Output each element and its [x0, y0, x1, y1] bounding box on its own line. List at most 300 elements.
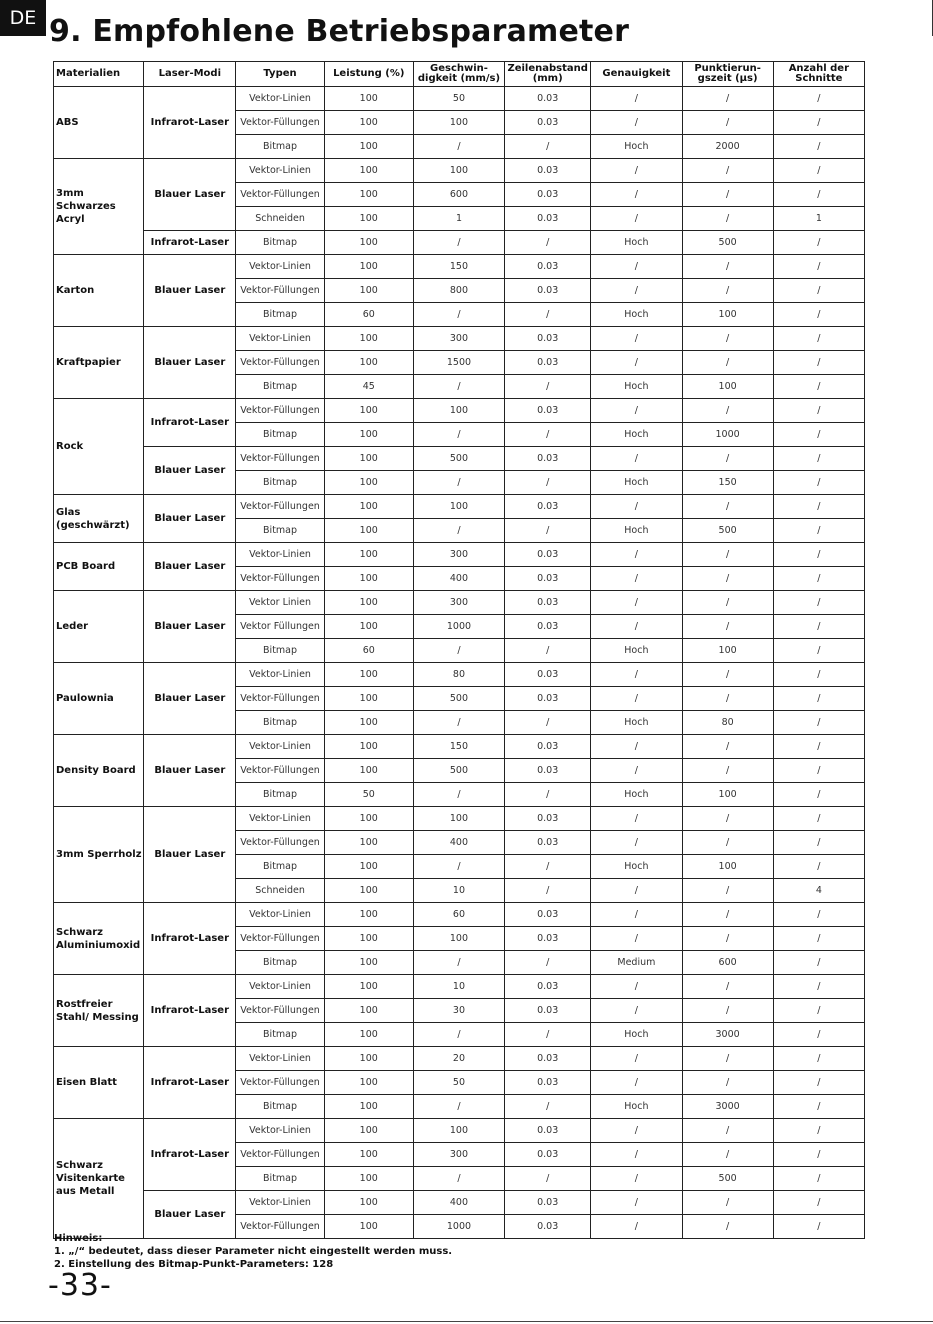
accuracy-cell: Hoch — [591, 783, 682, 807]
type-cell: Vektor-Linien — [236, 903, 324, 927]
passes-cell: / — [773, 447, 864, 471]
power-cell: 100 — [324, 423, 413, 447]
speed-cell: 100 — [413, 807, 504, 831]
accuracy-cell: / — [591, 831, 682, 855]
accuracy-cell: / — [591, 543, 682, 567]
type-cell: Vektor Linien — [236, 591, 324, 615]
speed-cell: 100 — [413, 1119, 504, 1143]
power-cell: 100 — [324, 855, 413, 879]
speed-cell: / — [413, 519, 504, 543]
power-cell: 100 — [324, 591, 413, 615]
speed-cell: 100 — [413, 159, 504, 183]
speed-cell: / — [413, 855, 504, 879]
accuracy-cell: / — [591, 879, 682, 903]
passes-cell: / — [773, 639, 864, 663]
type-cell: Bitmap — [236, 639, 324, 663]
line-spacing-cell: / — [505, 1167, 591, 1191]
type-cell: Bitmap — [236, 519, 324, 543]
accuracy-cell: / — [591, 447, 682, 471]
power-cell: 100 — [324, 279, 413, 303]
passes-cell: / — [773, 351, 864, 375]
table-row — [54, 255, 865, 279]
page-number: -33- — [48, 1268, 112, 1303]
table-header-row — [54, 62, 865, 87]
dot-time-cell: / — [682, 975, 773, 999]
table-row — [54, 399, 865, 423]
header-line-spacing-line1: Zeilenabstand — [507, 63, 588, 74]
speed-cell: / — [413, 783, 504, 807]
header-speed-line1: Geschwin- — [430, 63, 488, 74]
speed-cell: 150 — [413, 255, 504, 279]
line-spacing-cell: 0.03 — [505, 159, 591, 183]
type-cell: Vektor Füllungen — [236, 615, 324, 639]
passes-cell: / — [773, 1215, 864, 1239]
passes-cell: / — [773, 327, 864, 351]
dot-time-cell: 150 — [682, 471, 773, 495]
dot-time-cell: / — [682, 831, 773, 855]
type-cell: Bitmap — [236, 231, 324, 255]
table-row — [54, 231, 865, 255]
passes-cell: / — [773, 255, 864, 279]
speed-cell: / — [413, 1167, 504, 1191]
header-dot-time-line1: Punktierun- — [694, 63, 761, 74]
table-body — [54, 87, 865, 1239]
note-item: 1. „/“ bedeutet, dass dieser Parameter nicht eingestellt werden muss. — [54, 1246, 453, 1257]
speed-cell: 50 — [413, 87, 504, 111]
speed-cell: 400 — [413, 1191, 504, 1215]
type-cell: Bitmap — [236, 423, 324, 447]
accuracy-cell: Hoch — [591, 855, 682, 879]
accuracy-cell: Hoch — [591, 303, 682, 327]
accuracy-cell: / — [591, 87, 682, 111]
dot-time-cell: 100 — [682, 375, 773, 399]
material-cell: Kraftpapier — [54, 327, 144, 399]
speed-cell: 800 — [413, 279, 504, 303]
bottom-rule — [0, 1321, 933, 1322]
type-cell: Vektor-Füllungen — [236, 759, 324, 783]
type-cell: Bitmap — [236, 711, 324, 735]
power-cell: 100 — [324, 231, 413, 255]
type-cell: Vektor-Linien — [236, 663, 324, 687]
type-cell: Vektor-Linien — [236, 543, 324, 567]
accuracy-cell: Hoch — [591, 471, 682, 495]
power-cell: 100 — [324, 615, 413, 639]
passes-cell: / — [773, 471, 864, 495]
type-cell: Bitmap — [236, 1095, 324, 1119]
power-cell: 100 — [324, 1071, 413, 1095]
accuracy-cell: / — [591, 207, 682, 231]
line-spacing-cell: / — [505, 711, 591, 735]
speed-cell: 100 — [413, 495, 504, 519]
line-spacing-cell: 0.03 — [505, 351, 591, 375]
table-row — [54, 807, 865, 831]
material-cell: Schwarz Aluminiumoxid — [54, 903, 144, 975]
dot-time-cell: / — [682, 591, 773, 615]
passes-cell: / — [773, 159, 864, 183]
type-cell: Vektor-Füllungen — [236, 831, 324, 855]
notes-heading: Hinweis: — [54, 1233, 103, 1244]
speed-cell: 30 — [413, 999, 504, 1023]
passes-cell: / — [773, 87, 864, 111]
type-cell: Bitmap — [236, 855, 324, 879]
power-cell: 100 — [324, 927, 413, 951]
laser-mode-cell: Blauer Laser — [144, 255, 236, 327]
speed-cell: 400 — [413, 831, 504, 855]
header-accuracy: Genauigkeit — [591, 62, 682, 87]
speed-cell: 100 — [413, 927, 504, 951]
speed-cell: / — [413, 471, 504, 495]
accuracy-cell: / — [591, 807, 682, 831]
dot-time-cell: 3000 — [682, 1023, 773, 1047]
line-spacing-cell: 0.03 — [505, 759, 591, 783]
material-cell: Karton — [54, 255, 144, 327]
speed-cell: / — [413, 1095, 504, 1119]
speed-cell: / — [413, 303, 504, 327]
power-cell: 100 — [324, 975, 413, 999]
line-spacing-cell: 0.03 — [505, 207, 591, 231]
speed-cell: / — [413, 951, 504, 975]
laser-mode-cell: Blauer Laser — [144, 663, 236, 735]
header-passes-line1: Anzahl der — [788, 63, 850, 74]
accuracy-cell: / — [591, 159, 682, 183]
power-cell: 100 — [324, 951, 413, 975]
speed-cell: / — [413, 639, 504, 663]
speed-cell: 60 — [413, 903, 504, 927]
passes-cell: / — [773, 111, 864, 135]
laser-mode-cell: Blauer Laser — [144, 807, 236, 903]
speed-cell: 50 — [413, 1071, 504, 1095]
line-spacing-cell: 0.03 — [505, 327, 591, 351]
line-spacing-cell: / — [505, 639, 591, 663]
power-cell: 100 — [324, 663, 413, 687]
accuracy-cell: / — [591, 399, 682, 423]
line-spacing-cell: 0.03 — [505, 1215, 591, 1239]
line-spacing-cell: 0.03 — [505, 615, 591, 639]
passes-cell: 4 — [773, 879, 864, 903]
accuracy-cell: / — [591, 591, 682, 615]
line-spacing-cell: 0.03 — [505, 279, 591, 303]
type-cell: Bitmap — [236, 375, 324, 399]
passes-cell: / — [773, 183, 864, 207]
power-cell: 100 — [324, 447, 413, 471]
dot-time-cell: / — [682, 279, 773, 303]
dot-time-cell: / — [682, 903, 773, 927]
line-spacing-cell: / — [505, 1023, 591, 1047]
dot-time-cell: 2000 — [682, 135, 773, 159]
type-cell: Vektor-Linien — [236, 1191, 324, 1215]
table-row — [54, 159, 865, 183]
material-cell: Rostfreier Stahl/ Messing — [54, 975, 144, 1047]
power-cell: 100 — [324, 759, 413, 783]
passes-cell: / — [773, 951, 864, 975]
accuracy-cell: / — [591, 1071, 682, 1095]
passes-cell: / — [773, 519, 864, 543]
dot-time-cell: 500 — [682, 231, 773, 255]
passes-cell: / — [773, 135, 864, 159]
speed-cell: 100 — [413, 111, 504, 135]
type-cell: Vektor-Linien — [236, 735, 324, 759]
passes-cell: / — [773, 615, 864, 639]
laser-mode-cell: Blauer Laser — [144, 327, 236, 399]
accuracy-cell: Medium — [591, 951, 682, 975]
power-cell: 60 — [324, 303, 413, 327]
accuracy-cell: / — [591, 1191, 682, 1215]
dot-time-cell: / — [682, 327, 773, 351]
laser-mode-cell: Blauer Laser — [144, 735, 236, 807]
dot-time-cell: / — [682, 807, 773, 831]
accuracy-cell: / — [591, 759, 682, 783]
type-cell: Schneiden — [236, 207, 324, 231]
power-cell: 100 — [324, 687, 413, 711]
power-cell: 100 — [324, 135, 413, 159]
line-spacing-cell: 0.03 — [505, 87, 591, 111]
dot-time-cell: / — [682, 543, 773, 567]
laser-mode-cell: Blauer Laser — [144, 159, 236, 231]
dot-time-cell: / — [682, 1143, 773, 1167]
passes-cell: / — [773, 711, 864, 735]
dot-time-cell: / — [682, 1215, 773, 1239]
type-cell: Bitmap — [236, 303, 324, 327]
material-cell: Schwarz Visitenkarte aus Metall — [54, 1119, 144, 1239]
type-cell: Vektor-Linien — [236, 807, 324, 831]
accuracy-cell: / — [591, 927, 682, 951]
table-row — [54, 447, 865, 471]
accuracy-cell: / — [591, 351, 682, 375]
line-spacing-cell: 0.03 — [505, 807, 591, 831]
speed-cell: 10 — [413, 975, 504, 999]
type-cell: Vektor-Linien — [236, 1047, 324, 1071]
header-dot-time — [682, 62, 773, 87]
dot-time-cell: / — [682, 87, 773, 111]
passes-cell: / — [773, 1023, 864, 1047]
laser-mode-cell: Infrarot-Laser — [144, 1047, 236, 1119]
type-cell: Bitmap — [236, 783, 324, 807]
power-cell: 100 — [324, 255, 413, 279]
dot-time-cell: / — [682, 927, 773, 951]
power-cell: 100 — [324, 471, 413, 495]
laser-mode-cell: Infrarot-Laser — [144, 1119, 236, 1191]
passes-cell: / — [773, 1119, 864, 1143]
type-cell: Vektor-Füllungen — [236, 1215, 324, 1239]
type-cell: Vektor-Füllungen — [236, 399, 324, 423]
line-spacing-cell: 0.03 — [505, 1191, 591, 1215]
laser-mode-cell: Infrarot-Laser — [144, 87, 236, 159]
type-cell: Vektor-Füllungen — [236, 111, 324, 135]
dot-time-cell: 500 — [682, 519, 773, 543]
line-spacing-cell: 0.03 — [505, 567, 591, 591]
type-cell: Vektor-Füllungen — [236, 351, 324, 375]
passes-cell: / — [773, 375, 864, 399]
dot-time-cell: / — [682, 159, 773, 183]
power-cell: 100 — [324, 711, 413, 735]
speed-cell: 1500 — [413, 351, 504, 375]
type-cell: Vektor-Linien — [236, 159, 324, 183]
power-cell: 100 — [324, 207, 413, 231]
dot-time-cell: / — [682, 207, 773, 231]
header-line-spacing — [505, 62, 591, 87]
passes-cell: / — [773, 855, 864, 879]
dot-time-cell: / — [682, 615, 773, 639]
accuracy-cell: / — [591, 495, 682, 519]
passes-cell: / — [773, 399, 864, 423]
passes-cell: / — [773, 903, 864, 927]
passes-cell: / — [773, 279, 864, 303]
passes-cell: / — [773, 927, 864, 951]
accuracy-cell: Hoch — [591, 711, 682, 735]
dot-time-cell: / — [682, 879, 773, 903]
dot-time-cell: / — [682, 687, 773, 711]
accuracy-cell: Hoch — [591, 1023, 682, 1047]
laser-mode-cell: Infrarot-Laser — [144, 399, 236, 447]
power-cell: 100 — [324, 1215, 413, 1239]
dot-time-cell: 1000 — [682, 423, 773, 447]
passes-cell: / — [773, 1095, 864, 1119]
speed-cell: 500 — [413, 687, 504, 711]
power-cell: 100 — [324, 1119, 413, 1143]
passes-cell: / — [773, 1047, 864, 1071]
dot-time-cell: / — [682, 447, 773, 471]
line-spacing-cell: 0.03 — [505, 687, 591, 711]
material-cell: Eisen Blatt — [54, 1047, 144, 1119]
material-cell: ABS — [54, 87, 144, 159]
power-cell: 100 — [324, 567, 413, 591]
header-line-spacing-line2: (mm) — [532, 73, 563, 84]
speed-cell: 300 — [413, 327, 504, 351]
accuracy-cell: Hoch — [591, 375, 682, 399]
line-spacing-cell: / — [505, 303, 591, 327]
type-cell: Vektor-Füllungen — [236, 687, 324, 711]
passes-cell: / — [773, 735, 864, 759]
type-cell: Bitmap — [236, 951, 324, 975]
accuracy-cell: Hoch — [591, 231, 682, 255]
header-type: Typen — [236, 62, 324, 87]
type-cell: Vektor-Füllungen — [236, 279, 324, 303]
accuracy-cell: / — [591, 1215, 682, 1239]
power-cell: 100 — [324, 495, 413, 519]
line-spacing-cell: 0.03 — [505, 543, 591, 567]
speed-cell: / — [413, 375, 504, 399]
power-cell: 100 — [324, 879, 413, 903]
line-spacing-cell: 0.03 — [505, 255, 591, 279]
speed-cell: 300 — [413, 591, 504, 615]
header-passes-line2: Schnitte — [795, 73, 843, 84]
speed-cell: 20 — [413, 1047, 504, 1071]
table-row — [54, 1047, 865, 1071]
parameters-table — [53, 61, 865, 1239]
header-power: Leistung (%) — [324, 62, 413, 87]
dot-time-cell: / — [682, 399, 773, 423]
accuracy-cell: / — [591, 1047, 682, 1071]
dot-time-cell: 100 — [682, 855, 773, 879]
table-row — [54, 1191, 865, 1215]
line-spacing-cell: / — [505, 783, 591, 807]
passes-cell: / — [773, 543, 864, 567]
type-cell: Bitmap — [236, 1167, 324, 1191]
accuracy-cell: / — [591, 1119, 682, 1143]
line-spacing-cell: 0.03 — [505, 999, 591, 1023]
speed-cell: 300 — [413, 543, 504, 567]
passes-cell: / — [773, 1143, 864, 1167]
dot-time-cell: / — [682, 567, 773, 591]
dot-time-cell: 100 — [682, 639, 773, 663]
line-spacing-cell: / — [505, 879, 591, 903]
line-spacing-cell: / — [505, 951, 591, 975]
accuracy-cell: / — [591, 999, 682, 1023]
header-speed — [413, 62, 504, 87]
passes-cell: 1 — [773, 207, 864, 231]
type-cell: Vektor-Füllungen — [236, 495, 324, 519]
line-spacing-cell: / — [505, 855, 591, 879]
material-cell: Glas (geschwärzt) — [54, 495, 144, 543]
dot-time-cell: 500 — [682, 1167, 773, 1191]
power-cell: 100 — [324, 903, 413, 927]
passes-cell: / — [773, 1191, 864, 1215]
line-spacing-cell: 0.03 — [505, 495, 591, 519]
table-row — [54, 495, 865, 519]
power-cell: 100 — [324, 183, 413, 207]
line-spacing-cell: 0.03 — [505, 591, 591, 615]
dot-time-cell: / — [682, 495, 773, 519]
passes-cell: / — [773, 303, 864, 327]
type-cell: Vektor-Füllungen — [236, 927, 324, 951]
type-cell: Bitmap — [236, 1023, 324, 1047]
material-cell: 3mm Sperrholz — [54, 807, 144, 903]
passes-cell: / — [773, 423, 864, 447]
dot-time-cell: / — [682, 1047, 773, 1071]
speed-cell: / — [413, 423, 504, 447]
table-row — [54, 735, 865, 759]
power-cell: 60 — [324, 639, 413, 663]
speed-cell: 500 — [413, 759, 504, 783]
dot-time-cell: / — [682, 1191, 773, 1215]
type-cell: Bitmap — [236, 135, 324, 159]
dot-time-cell: / — [682, 1119, 773, 1143]
line-spacing-cell: 0.03 — [505, 927, 591, 951]
laser-mode-cell: Blauer Laser — [144, 591, 236, 663]
speed-cell: 300 — [413, 1143, 504, 1167]
notes-block — [54, 1232, 452, 1271]
accuracy-cell: / — [591, 615, 682, 639]
header-laser-mode: Laser-Modi — [144, 62, 236, 87]
material-cell: Rock — [54, 399, 144, 495]
accuracy-cell: / — [591, 567, 682, 591]
type-cell: Vektor-Linien — [236, 255, 324, 279]
speed-cell: 1000 — [413, 1215, 504, 1239]
header-passes — [773, 62, 864, 87]
accuracy-cell: / — [591, 735, 682, 759]
speed-cell: 150 — [413, 735, 504, 759]
type-cell: Vektor-Linien — [236, 327, 324, 351]
line-spacing-cell: 0.03 — [505, 111, 591, 135]
type-cell: Vektor-Füllungen — [236, 183, 324, 207]
dot-time-cell: 3000 — [682, 1095, 773, 1119]
accuracy-cell: / — [591, 687, 682, 711]
accuracy-cell: / — [591, 903, 682, 927]
type-cell: Vektor-Linien — [236, 87, 324, 111]
page-title: 9. Empfohlene Betriebsparameter — [49, 14, 630, 49]
passes-cell: / — [773, 831, 864, 855]
laser-mode-cell: Infrarot-Laser — [144, 903, 236, 975]
header-material: Materialien — [54, 62, 144, 87]
type-cell: Schneiden — [236, 879, 324, 903]
line-spacing-cell: 0.03 — [505, 1119, 591, 1143]
laser-mode-cell: Blauer Laser — [144, 447, 236, 495]
table-row — [54, 1119, 865, 1143]
table-row — [54, 975, 865, 999]
line-spacing-cell: 0.03 — [505, 1047, 591, 1071]
passes-cell: / — [773, 975, 864, 999]
accuracy-cell: Hoch — [591, 639, 682, 663]
